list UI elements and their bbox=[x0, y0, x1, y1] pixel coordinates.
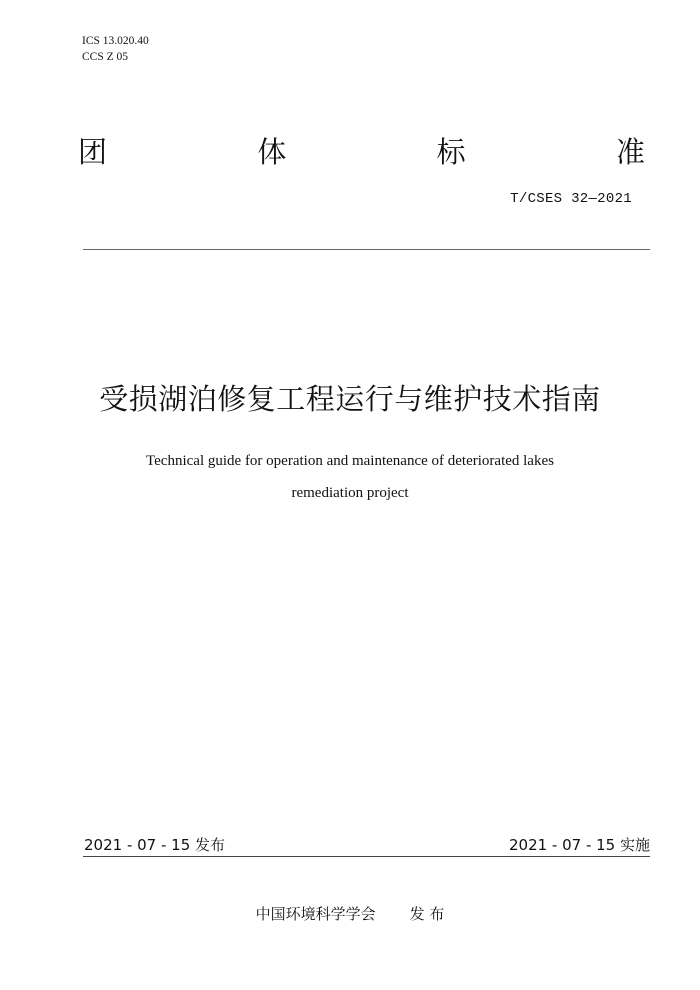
standard-type-char-4: 准 bbox=[615, 135, 645, 169]
standard-type-char-3: 标 bbox=[436, 135, 466, 169]
standard-code: T/CSES 32—2021 bbox=[510, 191, 632, 207]
ics-code: ICS 13.020.40 bbox=[82, 35, 149, 47]
publisher-action: 发 布 bbox=[409, 905, 445, 923]
bottom-divider bbox=[83, 856, 650, 857]
publisher bbox=[0, 903, 700, 924]
document-title-en-line-2: remediation project bbox=[291, 485, 409, 501]
document-title-cn: 受损湖泊修复工程运行与维护技术指南 bbox=[99, 382, 601, 416]
issue-date: 2021 - 07 - 15 发布 bbox=[84, 836, 226, 854]
implementation-date: 2021 - 07 - 15 实施 bbox=[508, 836, 650, 854]
ccs-code: CCS Z 05 bbox=[82, 51, 129, 63]
top-divider bbox=[83, 249, 650, 250]
document-title-en bbox=[90, 445, 610, 509]
standard-type-char-1: 团 bbox=[78, 135, 108, 169]
standard-type-heading bbox=[78, 132, 645, 172]
document-title-en-line-1: Technical guide for operation and maintenance of deteriorated lakes bbox=[146, 453, 554, 469]
publisher-name: 中国环境科学学会 bbox=[255, 905, 376, 923]
classification-codes bbox=[82, 33, 149, 65]
standard-type-char-2: 体 bbox=[257, 135, 287, 169]
